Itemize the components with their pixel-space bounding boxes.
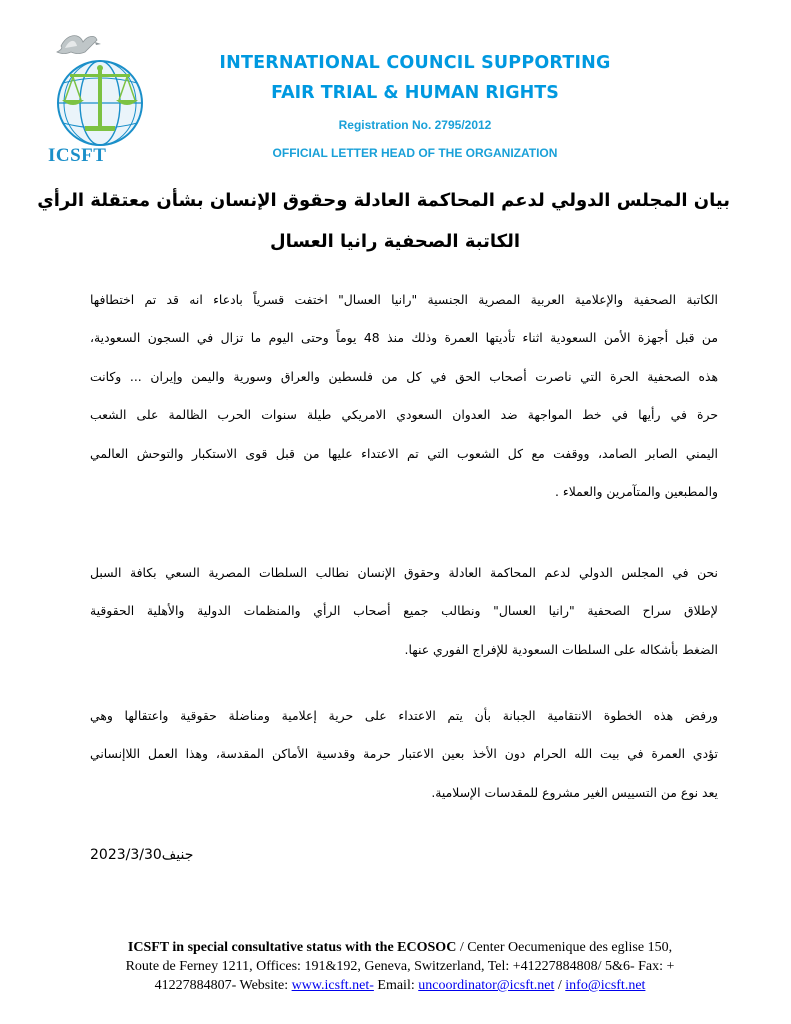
footer-email-label: Email: (373, 978, 419, 993)
footer-line1 (110, 938, 690, 957)
footer-line2: Route de Ferney 1211, Offices: 191&192, Geneva, Switzerland, Tel: +41227884808/ 5&6- Fax: + (125, 959, 675, 974)
paragraph-line: نحن في المجلس الدولي لدعم المحاكمة العادلة وحقوق الإنسان نطالب السلطات المصرية السعي بكافة السبل (90, 565, 718, 580)
footer-separator: / (554, 978, 566, 993)
org-name-line1: INTERNATIONAL COUNCIL SUPPORTING (219, 53, 611, 73)
paragraph-line: الكاتبة الصحفية والإعلامية العربية المصرية الجنسية "رانيا العسال" اختفت قسرياً بادعاء انه قد تم اختطافها (90, 292, 718, 307)
footer-fax-website-label: 41227884807- Website: (154, 978, 292, 993)
paragraph-line: لإطلاق سراح الصحفية "رانيا العسال" ونطالب جميع أصحاب الرأي والمنظمات الدولية والأهلية الحقوقية (90, 603, 718, 619)
registration-number: Registration No. 2795/2012 (338, 118, 492, 132)
paragraph-line: هذه الصحفية الحرة التي ناصرت أصحاب الحق في كل من فلسطين والعراق وسورية واليمن وإيران ... وكانت (90, 368, 718, 384)
statement-title-line1: بيان المجلس الدولي لدعم المحاكمة العادلة وحقوق الإنسان بشأن معتقلة الرأي (37, 190, 730, 211)
paragraph-2 (90, 561, 718, 676)
dove-icon (57, 36, 101, 54)
email-link-info[interactable]: info@icsft.net (565, 978, 646, 993)
paragraph-line: الضغط بأشكاله على السلطات السعودية للإفراج الفوري عنها. (404, 641, 718, 657)
footer (110, 938, 690, 995)
paragraph-line: تؤدي العمرة في بيت الله الحرام دون الأخذ بعين الاعتبار حرمة وقدسية الأماكن المقدسة، وهذا العمل اللاإنساني (90, 746, 718, 762)
org-name-line2: FAIR TRIAL & HUMAN RIGHTS (271, 83, 559, 103)
footer-address-start: / Center Oecumenique des eglise 150, (456, 940, 673, 955)
paragraph-line: من قبل أجهزة الأمن السعودية اثناء تأديتها العمرة وذلك منذ 48 يوماً وحتى اليوم ما تزال في السجون السعودية، (90, 330, 718, 346)
paragraph-line: والمطبعين والمتآمرين والعملاء . (555, 483, 718, 499)
footer-line3 (110, 976, 690, 995)
paragraph-1 (90, 288, 718, 518)
footer-consultative-status: ICSFT in special consultative status with the ECOSOC (127, 940, 457, 955)
date-line: جنيف2023/3/30 (90, 847, 194, 863)
organization-logo (35, 28, 155, 163)
letterhead-label: OFFICIAL LETTER HEAD OF THE ORGANIZATION (272, 146, 558, 160)
paragraph-line: ورفض هذه الخطوة الانتقامية الجبانة بأن يتم الاعتداء على حرية إعلامية ومناضلة حقوقية واعتقالها وهي (90, 708, 718, 723)
statement-title-line2: الكاتبة الصحفية رانيا العسال (269, 231, 520, 252)
email-link-coordinator[interactable]: uncoordinator@icsft.net (418, 978, 555, 993)
paragraph-line: حرة في رأيها في خط المواجهة ضد العدوان السعودي الامريكي طيلة سنوات الحرب الظالمة على الشعب (90, 407, 718, 423)
logo-text: ICSFT (48, 145, 107, 166)
paragraph-3 (90, 704, 718, 819)
website-link[interactable]: www.icsft.net- (291, 978, 374, 993)
paragraph-line: اليمني الصابر الصامد، ووقفت مع كل الشعوب التي تم الاعتداء عليها من قبل قوى الاستكبار والتوحش العالمي (90, 445, 718, 461)
paragraph-line: يعد نوع من التسييس الغير مشروع للمقدسات الإسلامية. (431, 784, 718, 800)
